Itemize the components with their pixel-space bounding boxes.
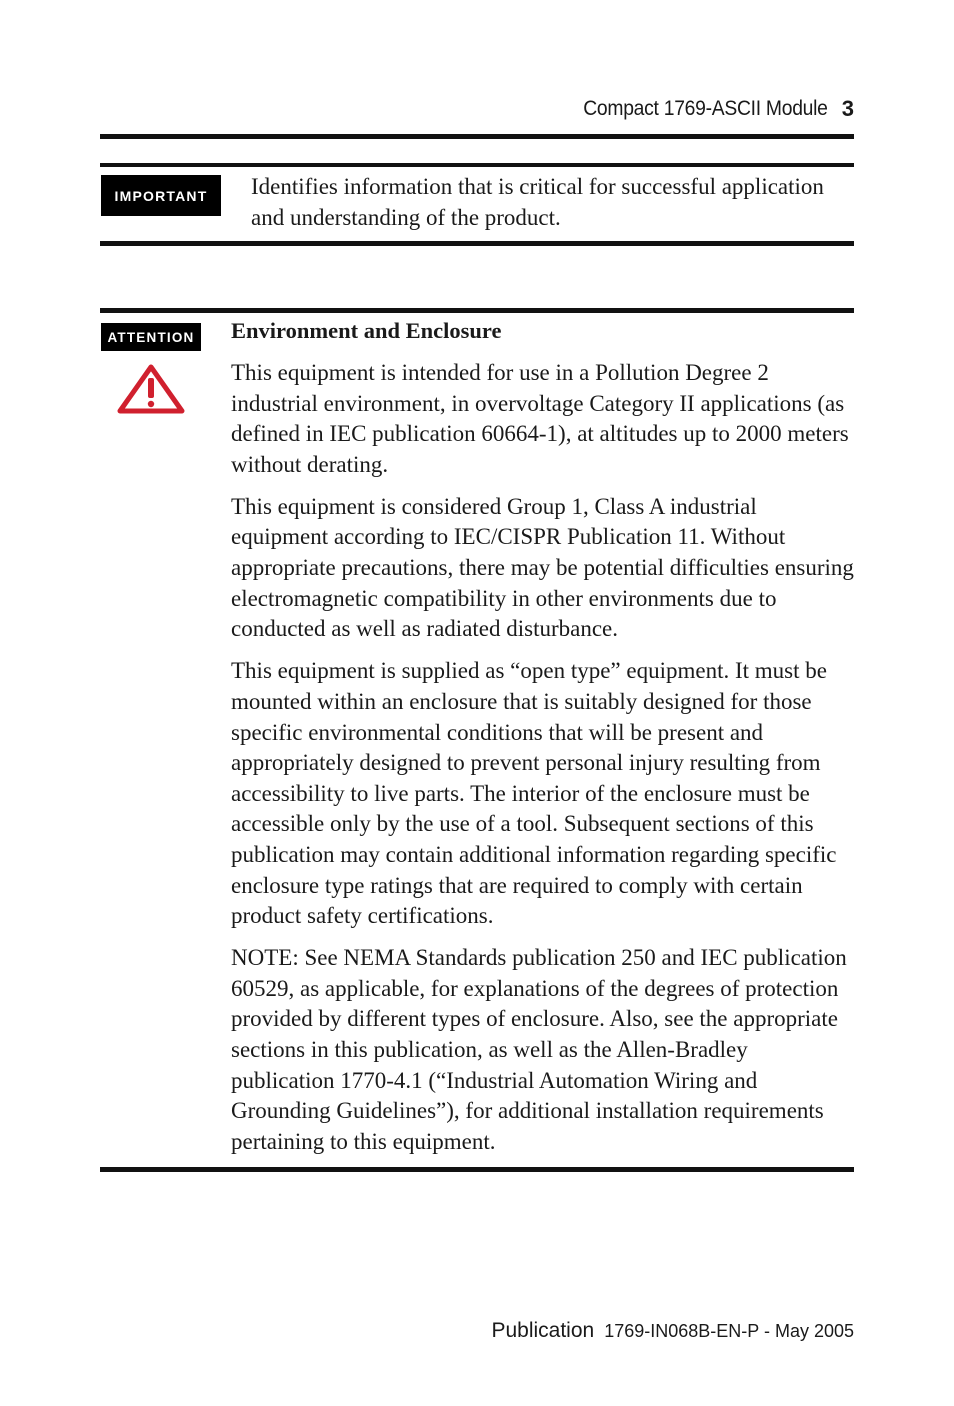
important-text: Identifies information that is critical for successful application and understanding of the product. (251, 174, 824, 230)
attention-title: Environment and Enclosure (231, 318, 502, 343)
header-rule (100, 134, 854, 139)
header-title: Compact 1769-ASCII Module (583, 97, 828, 120)
publication-number: 1769-IN068B-EN-P - May 2005 (604, 1321, 854, 1341)
important-bottom-rule (100, 241, 854, 246)
attention-paragraph-2: This equipment is considered Group 1, Class A industrial equipment according to IEC/CISPR Publication 11. Without appropriate precautions, there may be potential difficulties ensuring electromagnetic compatibility in other environments due to conducted as well as radiated disturbance. (231, 493, 854, 642)
attention-paragraph-4: NOTE: See NEMA Standards publication 250 and IEC publication 60529, as applicable, for explanations of the degrees of protection provided by different types of enclosure. Also, see the appropriate sections in this publication, as well as the Allen-Bradley publication 1770-4.1 (“Industrial Automation Wiring and Grounding Guidelines”), for additional installation requirements pertaining to this equipment. (231, 945, 847, 1154)
attention-paragraph-1: This equipment is intended for use in a Pollution Degree 2 industrial environment, in overvoltage Category II applications (as defined in IEC publication 60664-1), at altitudes up to 2000 meters without derating. (231, 360, 849, 477)
page-footer (491, 1319, 854, 1343)
attention-label: ATTENTION (101, 323, 201, 351)
page-number: 3 (841, 96, 854, 121)
footer-label: Publication (491, 1319, 595, 1342)
attention-paragraph-3: This equipment is supplied as “open type” equipment. It must be mounted within an enclosure that is suitably designed for those specific environmental conditions that will be present and appropriately designed to prevent personal injury resulting from accessibility to live parts. The interior of the enclosure must be accessible only by the use of a tool. Subsequent sections of this publication may contain additional information regarding specific enclosure type ratings that are required to comply with certain product safety certifications. (231, 658, 837, 929)
important-label: IMPORTANT (101, 175, 221, 216)
page-header (562, 92, 854, 126)
attention-bottom-rule (100, 1167, 854, 1172)
attention-content (231, 316, 855, 1169)
attention-top-rule (100, 308, 854, 313)
warning-triangle-icon (117, 364, 185, 414)
important-top-rule (100, 163, 854, 167)
